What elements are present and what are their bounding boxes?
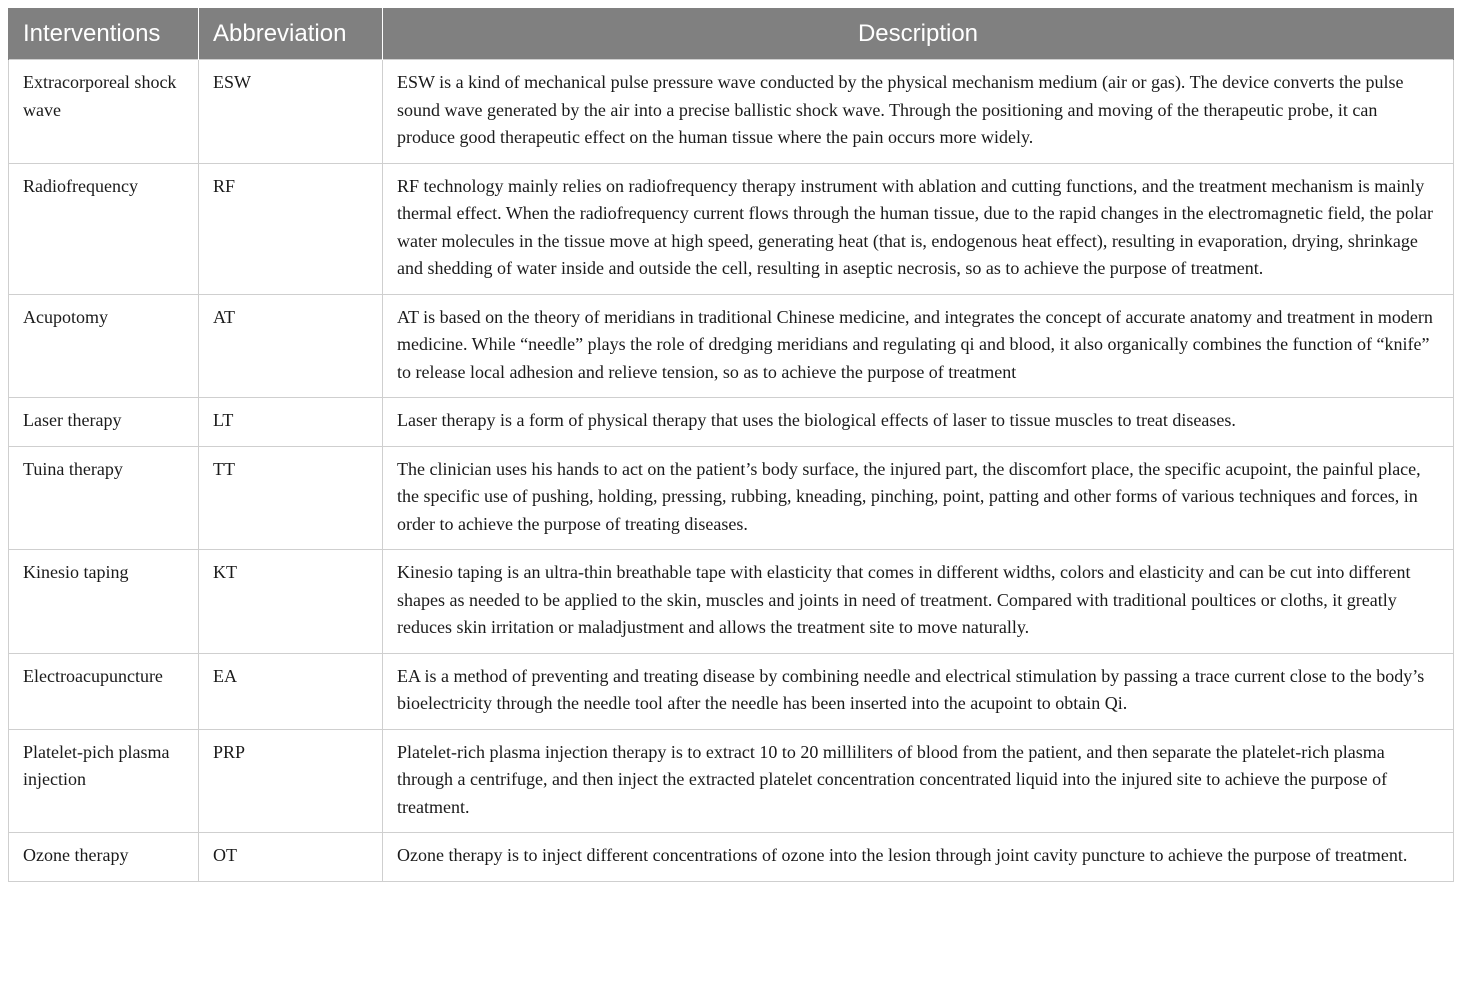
table-row xyxy=(9,446,1454,550)
intervention-cell: Radiofrequency xyxy=(9,163,199,294)
abbreviation-cell: EA xyxy=(199,653,383,729)
table-row xyxy=(9,550,1454,654)
table-row xyxy=(9,294,1454,398)
abbreviation-cell: OT xyxy=(199,833,383,882)
intervention-cell: Kinesio taping xyxy=(9,550,199,654)
description-cell: Laser therapy is a form of physical therapy that uses the biological effects of laser to tissue muscles to treat diseases. xyxy=(383,398,1454,447)
abbreviation-cell: RF xyxy=(199,163,383,294)
interventions-table-container xyxy=(8,8,1453,882)
description-cell: EA is a method of preventing and treating disease by combining needle and electrical stimulation by passing a trace current close to the body’s bioelectricity through the needle tool after the needle has been inserted into the acupoint to obtain Qi. xyxy=(383,653,1454,729)
description-cell: RF technology mainly relies on radiofrequency therapy instrument with ablation and cutting functions, and the treatment mechanism is mainly thermal effect. When the radiofrequency current flows through the human tissue, due to the rapid changes in the electromagnetic field, the polar water molecules in the tissue move at high speed, generating heat (that is, endogenous heat effect), resulting in evaporation, drying, shrinkage and shedding of water inside and outside the cell, resulting in aseptic necrosis, so as to achieve the purpose of treatment. xyxy=(383,163,1454,294)
description-cell: ESW is a kind of mechanical pulse pressure wave conducted by the physical mechanism medium (air or gas). The device converts the pulse sound wave generated by the air into a precise ballistic shock wave. Through the positioning and moving of the therapeutic probe, it can produce good therapeutic effect on the human tissue where the pain occurs more widely. xyxy=(383,60,1454,164)
intervention-cell: Acupotomy xyxy=(9,294,199,398)
intervention-cell: Ozone therapy xyxy=(9,833,199,882)
intervention-cell: Laser therapy xyxy=(9,398,199,447)
abbreviation-cell: LT xyxy=(199,398,383,447)
interventions-table xyxy=(8,8,1454,882)
table-row xyxy=(9,653,1454,729)
abbreviation-cell: TT xyxy=(199,446,383,550)
abbreviation-cell: KT xyxy=(199,550,383,654)
table-header xyxy=(9,8,1454,60)
description-cell: AT is based on the theory of meridians in traditional Chinese medicine, and integrates the concept of accurate anatomy and treatment in modern medicine. While “needle” plays the role of dredging meridians and regulating qi and blood, it also organically combines the function of “knife” to release local adhesion and relieve tension, so as to achieve the purpose of treatment xyxy=(383,294,1454,398)
header-description: Description xyxy=(383,8,1454,60)
table-row xyxy=(9,60,1454,164)
header-abbreviation: Abbreviation xyxy=(199,8,383,60)
intervention-cell: Extracorporeal shock wave xyxy=(9,60,199,164)
header-interventions: Interventions xyxy=(9,8,199,60)
table-row xyxy=(9,398,1454,447)
table-row xyxy=(9,833,1454,882)
table-body xyxy=(9,60,1454,882)
description-cell: Ozone therapy is to inject different concentrations of ozone into the lesion through joint cavity puncture to achieve the purpose of treatment. xyxy=(383,833,1454,882)
abbreviation-cell: ESW xyxy=(199,60,383,164)
abbreviation-cell: PRP xyxy=(199,729,383,833)
header-row xyxy=(9,8,1454,60)
description-cell: Platelet-rich plasma injection therapy is to extract 10 to 20 milliliters of blood from the patient, and then separate the platelet-rich plasma through a centrifuge, and then inject the extracted platelet concentration concentrated liquid into the injured site to achieve the purpose of treatment. xyxy=(383,729,1454,833)
table-row xyxy=(9,163,1454,294)
abbreviation-cell: AT xyxy=(199,294,383,398)
description-cell: Kinesio taping is an ultra-thin breathable tape with elasticity that comes in different widths, colors and elasticity and can be cut into different shapes as needed to be applied to the skin, muscles and joints in need of treatment. Compared with traditional poultices or cloths, it greatly reduces skin irritation or maladjustment and allows the treatment site to move naturally. xyxy=(383,550,1454,654)
table-row xyxy=(9,729,1454,833)
intervention-cell: Tuina therapy xyxy=(9,446,199,550)
intervention-cell: Platelet-pich plasma injection xyxy=(9,729,199,833)
description-cell: The clinician uses his hands to act on the patient’s body surface, the injured part, the discomfort place, the specific acupoint, the painful place, the specific use of pushing, holding, pressing, rubbing, kneading, pinching, point, patting and other forms of various techniques and forces, in order to achieve the purpose of treating diseases. xyxy=(383,446,1454,550)
intervention-cell: Electroacupuncture xyxy=(9,653,199,729)
